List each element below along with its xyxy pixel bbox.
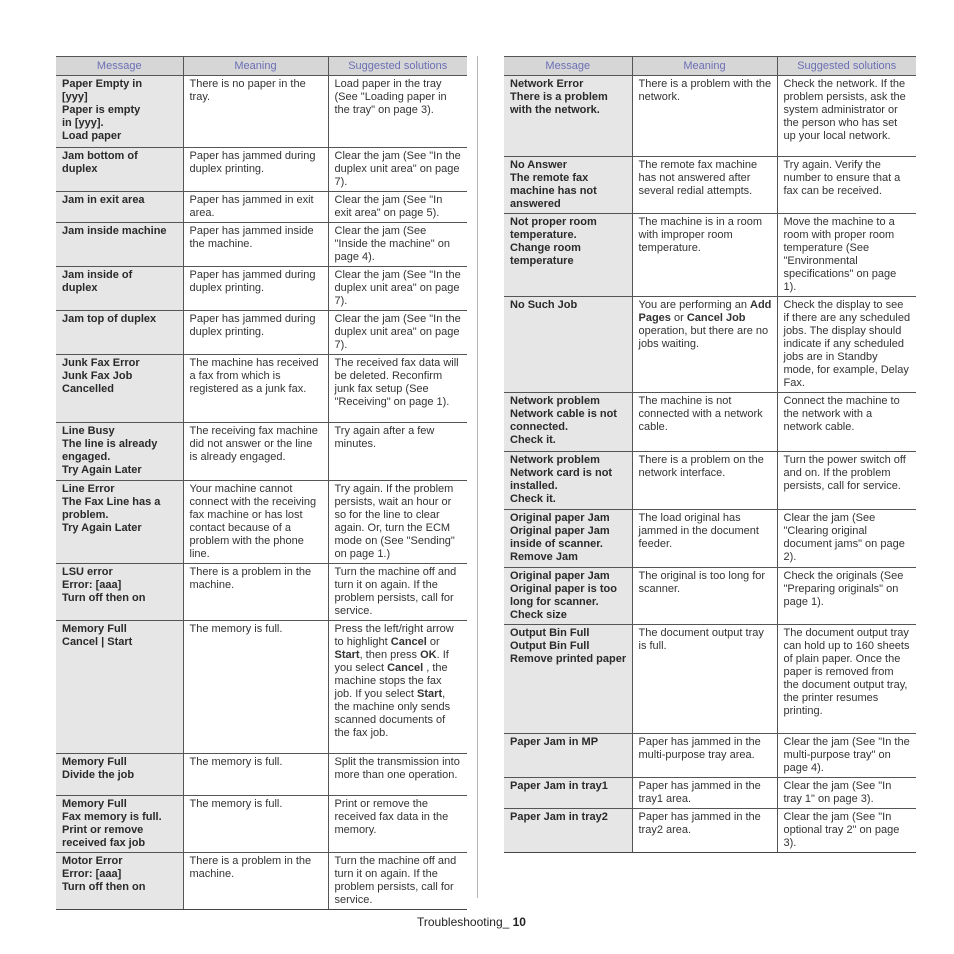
meaning-cell: Paper has jammed in the tray1 area. [632,778,777,809]
message-cell [56,148,183,192]
message-line: No Such Job [510,299,578,311]
table-row [504,510,916,568]
message-line: Check it. [510,493,556,505]
message-line: Network Error [510,78,584,90]
message-line: Turn off then on [62,592,146,604]
table-row [56,423,467,481]
table-row [504,452,916,510]
message-line: Divide the job [62,769,135,781]
table-row [56,311,467,355]
message-line: Not proper room temperature. [510,216,597,241]
table-row [56,223,467,267]
table-row [504,76,916,157]
meaning-cell: The document output tray is full. [632,625,777,734]
solution-cell: Print or remove the received fax data in the memory. [328,796,467,853]
right-troubleshooting-table [504,56,916,853]
meaning-cell: Paper has jammed during duplex printing. [183,267,328,311]
solution-emphasis: Start [417,688,443,700]
table-row [504,568,916,625]
table-row [56,192,467,223]
solution-cell: Clear the jam (See "In the multi-purpose tray" on page 4). [777,734,916,778]
message-line: duplex [62,282,98,294]
meaning-text: You are performing an [638,299,750,311]
solution-cell: The received fax data will be deleted. Reconfirm junk fax setup (See "Receiving" on page 1). [328,355,467,423]
meaning-cell: The remote fax machine has not answered after several redial attempts. [632,157,777,214]
meaning-cell: Your machine cannot connect with the receiving fax machine or has lost contact because of a problem with the phone line. [183,481,328,564]
message-table-left [56,56,467,910]
message-line: Memory Full [62,756,127,768]
table-row [56,76,467,148]
meaning-cell: The memory is full. [183,754,328,796]
message-cell [56,355,183,423]
solution-cell: Connect the machine to the network with a network cable. [777,393,916,452]
message-line: [yyy] [62,91,88,103]
header-meaning: Meaning [183,57,328,76]
meaning-emphasis: Cancel Job [686,312,746,324]
message-line: Try Again Later [62,522,142,534]
meaning-cell: There is a problem with the network. [632,76,777,157]
message-line: Cancel | Start [62,636,133,648]
meaning-cell: Paper has jammed inside the machine. [183,223,328,267]
solution-cell: Check the display to see if there are any scheduled jobs. The display should indicate if any scheduled jobs are in Standby mode, for example, Delay Fax. [777,297,916,393]
solution-cell: Check the network. If the problem persists, ask the system administrator or the person who has set up your local network. [777,76,916,157]
message-line: There is a problem with the network. [510,91,608,116]
solution-emphasis: Cancel [390,636,427,648]
message-cell [56,76,183,148]
table-row [504,214,916,297]
message-cell [504,625,632,734]
message-line: Network card is not installed. [510,467,613,492]
message-line: Load paper [62,130,122,142]
solution-emphasis: OK [420,649,437,661]
table-header-row [56,57,467,76]
message-line: Try Again Later [62,464,142,476]
meaning-text: or [670,312,687,324]
meaning-cell: The original is too long for scanner. [632,568,777,625]
message-line: Turn off then on [62,881,146,893]
header-message: Message [504,57,632,76]
message-line: Jam bottom of [62,150,138,162]
solution-text: or [426,636,440,648]
message-cell [504,778,632,809]
message-line: Network problem [510,454,600,466]
message-line: Jam in exit area [62,194,145,206]
solution-text: Press the left/right arrow to highlight [334,623,454,648]
meaning-cell: The machine is not connected with a network cable. [632,393,777,452]
page-footer [417,915,526,929]
message-cell [504,297,632,393]
message-cell [56,311,183,355]
table-header-row [504,57,916,76]
table-row [504,393,916,452]
message-cell [56,564,183,621]
message-cell [504,76,632,157]
message-line: in [yyy]. [62,117,104,129]
solution-text: . If you select [334,649,449,674]
message-line: Junk Fax Job [62,370,133,382]
meaning-cell: The machine is in a room with improper room temperature. [632,214,777,297]
message-line: Error: [aaa] [62,579,122,591]
message-line: Network cable is not connected. [510,408,617,433]
message-line: Paper Empty in [62,78,143,90]
message-line: Print or remove received fax job [62,824,146,849]
meaning-cell: There is a problem in the machine. [183,853,328,910]
page-number: 10 [512,915,526,929]
table-row [504,297,916,393]
message-table-right [504,56,916,853]
solution-emphasis: Start [334,649,360,661]
message-line: Motor Error [62,855,123,867]
column-divider [477,56,478,898]
solution-text: , the machine stops the fax job. If you select [334,662,448,700]
solution-cell: Try again after a few minutes. [328,423,467,481]
message-line: Cancelled [62,383,114,395]
message-line: Original paper Jam inside of scanner. [510,525,610,550]
meaning-cell: The memory is full. [183,621,328,754]
solution-cell: Clear the jam (See "In exit area" on page 5). [328,192,467,223]
solution-text: , then press [359,649,421,661]
solution-cell: Clear the jam (See "In tray 1" on page 3). [777,778,916,809]
message-cell [56,223,183,267]
meaning-cell: The receiving fax machine did not answer or the line is already engaged. [183,423,328,481]
message-line: Memory Full [62,798,127,810]
solution-cell: Try again. If the problem persists, wait an hour or so for the line to clear again. Or, turn the ECM mode on (See "Sending" on page 1.) [328,481,467,564]
message-line: No Answer [510,159,568,171]
message-line: duplex [62,163,98,175]
message-line: Check size [510,609,567,621]
table-body-right [504,76,916,853]
message-line: Junk Fax Error [62,357,140,369]
meaning-cell: Paper has jammed during duplex printing. [183,148,328,192]
message-cell [504,157,632,214]
meaning-cell: Paper has jammed in the multi-purpose tray area. [632,734,777,778]
message-line: Jam inside machine [62,225,167,237]
meaning-cell: There is a problem in the machine. [183,564,328,621]
solution-cell: Turn the machine off and turn it on again. If the problem persists, call for service. [328,853,467,910]
table-row [56,564,467,621]
solution-cell: The document output tray can hold up to 160 sheets of plain paper. Once the paper is removed from the document output tray, the printer resumes printing. [777,625,916,734]
solution-text: , the machine only sends scanned documents of the fax job. [334,688,451,739]
message-line: Original paper is too long for scanner. [510,583,617,608]
solution-cell: Clear the jam (See "In the duplex unit area" on page 7). [328,267,467,311]
table-row [56,267,467,311]
message-line: Output Bin Full [510,640,590,652]
header-meaning: Meaning [632,57,777,76]
message-line: Original paper Jam [510,512,610,524]
solution-cell: Clear the jam (See "In the duplex unit area" on page 7). [328,148,467,192]
solution-cell: Try again. Verify the number to ensure that a fax can be received. [777,157,916,214]
message-line: Paper Jam in MP [510,736,599,748]
meaning-cell: The load original has jammed in the document feeder. [632,510,777,568]
message-cell [504,809,632,853]
solution-cell: Split the transmission into more than one operation. [328,754,467,796]
table-row [56,481,467,564]
message-line: Check it. [510,434,556,446]
message-line: Fax memory is full. [62,811,162,823]
message-line: The remote fax machine has not answered [510,172,597,210]
table-row [56,796,467,853]
message-line: Output Bin Full [510,627,590,639]
message-cell [504,510,632,568]
table-row [504,625,916,734]
header-solutions: Suggested solutions [328,57,467,76]
message-line: The line is already engaged. [62,438,158,463]
message-cell [504,568,632,625]
meaning-cell: Paper has jammed in exit area. [183,192,328,223]
message-cell [56,481,183,564]
table-row [504,809,916,853]
meaning-text: operation, but there are no jobs waiting. [638,325,769,350]
header-message: Message [56,57,183,76]
meaning-cell: There is no paper in the tray. [183,76,328,148]
meaning-cell: Paper has jammed during duplex printing. [183,311,328,355]
table-row [56,754,467,796]
table-row [56,355,467,423]
message-line: Jam top of duplex [62,313,157,325]
meaning-emphasis: Add Pages [638,299,772,324]
message-line: LSU error [62,566,113,578]
message-line: Change room temperature [510,242,581,267]
message-cell [56,754,183,796]
message-line: Original paper Jam [510,570,610,582]
solution-cell: Clear the jam (See "Inside the machine" on page 4). [328,223,467,267]
message-cell [56,423,183,481]
message-line: Memory Full [62,623,127,635]
message-cell [56,267,183,311]
message-cell [504,452,632,510]
meaning-cell: There is a problem on the network interface. [632,452,777,510]
message-cell [504,734,632,778]
message-line: The Fax Line has a problem. [62,496,161,521]
meaning-cell: The machine has received a fax from which is registered as a junk fax. [183,355,328,423]
message-line: Paper is empty [62,104,141,116]
message-cell [56,192,183,223]
solution-cell: Clear the jam (See "Clearing original document jams" on page 2). [777,510,916,568]
message-line: Error: [aaa] [62,868,122,880]
message-line: Network problem [510,395,600,407]
message-line: Paper Jam in tray1 [510,780,608,792]
message-cell [56,621,183,754]
table-row [504,734,916,778]
meaning-cell: The memory is full. [183,796,328,853]
solution-cell: Load paper in the tray (See "Loading paper in the tray" on page 3). [328,76,467,148]
table-row [56,853,467,910]
left-troubleshooting-table [56,56,467,910]
message-line: Remove printed paper [510,653,627,665]
message-line: Line Error [62,483,115,495]
table-row [56,621,467,754]
message-cell [504,393,632,452]
message-line: Paper Jam in tray2 [510,811,608,823]
header-solutions: Suggested solutions [777,57,916,76]
message-line: Jam inside of [62,269,133,281]
message-cell [56,853,183,910]
solution-cell: Move the machine to a room with proper room temperature (See "Environmental specifications" on page 1). [777,214,916,297]
solution-cell: Turn the machine off and turn it on again. If the problem persists, call for service. [328,564,467,621]
table-row [504,157,916,214]
message-cell [504,214,632,297]
message-cell [56,796,183,853]
footer-section: Troubleshooting_ [417,915,513,929]
solution-cell: Clear the jam (See "In optional tray 2" on page 3). [777,809,916,853]
table-row [504,778,916,809]
meaning-cell [632,297,777,393]
message-line: Line Busy [62,425,115,437]
message-line: Remove Jam [510,551,578,563]
table-row [56,148,467,192]
meaning-cell: Paper has jammed in the tray2 area. [632,809,777,853]
solution-emphasis: Cancel [387,662,424,674]
solution-cell: Clear the jam (See "In the duplex unit area" on page 7). [328,311,467,355]
solution-cell: Check the originals (See "Preparing originals" on page 1). [777,568,916,625]
table-body-left [56,76,467,910]
solution-cell [328,621,467,754]
solution-cell: Turn the power switch off and on. If the problem persists, call for service. [777,452,916,510]
